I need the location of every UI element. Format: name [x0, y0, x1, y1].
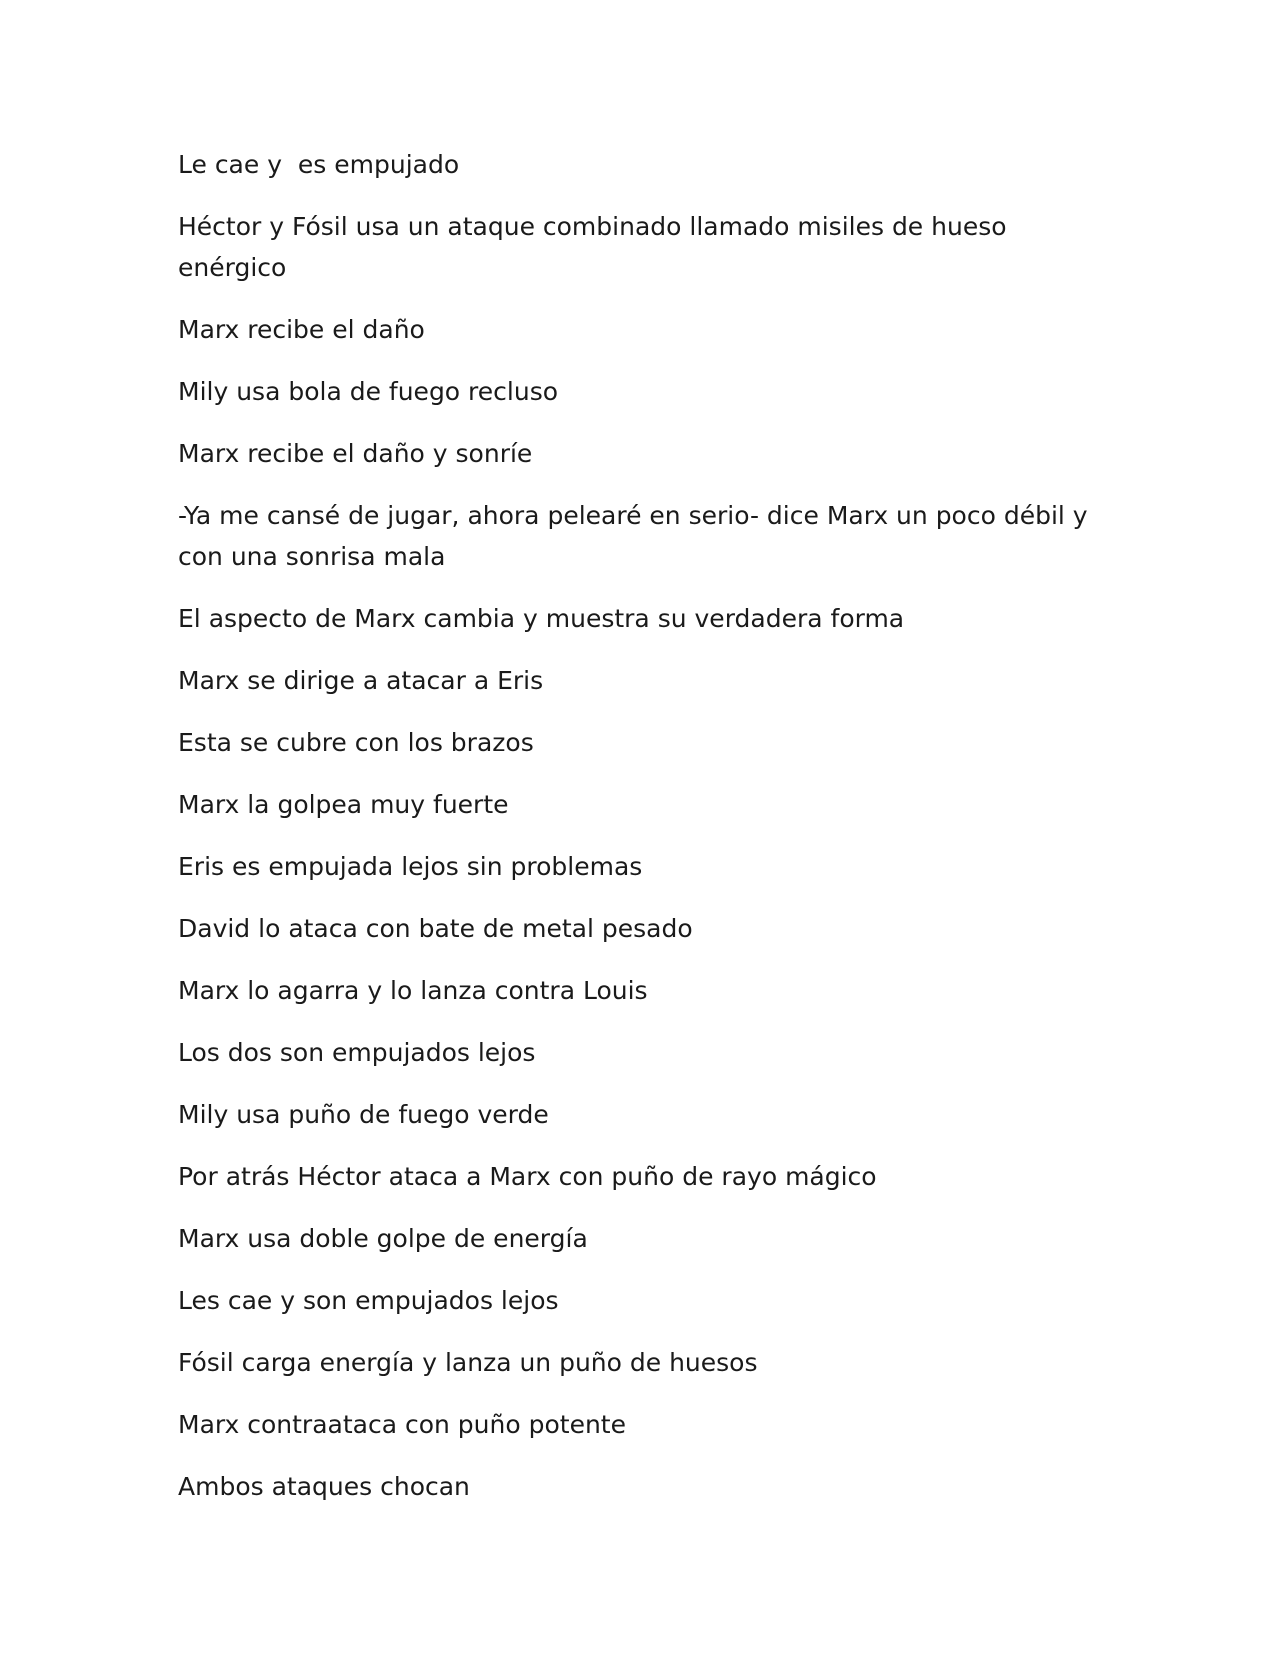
paragraph: Marx recibe el daño y sonríe	[178, 439, 533, 468]
paragraph: Le cae y es empujado	[178, 150, 460, 179]
paragraph: Esta se cubre con los brazos	[178, 728, 534, 757]
paragraph: -Ya me cansé de jugar, ahora pelearé en serio- dice Marx un poco débil y con una sonrisa mala	[178, 501, 1096, 571]
paragraph: Ambos ataques chocan	[178, 1472, 470, 1501]
paragraph: Héctor y Fósil usa un ataque combinado llamado misiles de hueso enérgico	[178, 212, 1015, 282]
paragraph: El aspecto de Marx cambia y muestra su verdadera forma	[178, 604, 905, 633]
paragraph: Marx la golpea muy fuerte	[178, 790, 509, 819]
paragraph: Marx lo agarra y lo lanza contra Louis	[178, 976, 648, 1005]
paragraph: Mily usa puño de fuego verde	[178, 1100, 549, 1129]
paragraph: Marx contraataca con puño potente	[178, 1410, 626, 1439]
paragraph: Marx se dirige a atacar a Eris	[178, 666, 544, 695]
paragraph: David lo ataca con bate de metal pesado	[178, 914, 693, 943]
paragraph: Los dos son empujados lejos	[178, 1038, 536, 1067]
paragraph: Por atrás Héctor ataca a Marx con puño de rayo mágico	[178, 1162, 877, 1191]
paragraph: Fósil carga energía y lanza un puño de huesos	[178, 1348, 758, 1377]
paragraph: Mily usa bola de fuego recluso	[178, 377, 559, 406]
paragraph: Marx usa doble golpe de energía	[178, 1224, 588, 1253]
document-body	[178, 144, 1108, 1528]
paragraph: Marx recibe el daño	[178, 315, 425, 344]
paragraph: Les cae y son empujados lejos	[178, 1286, 559, 1315]
paragraph: Eris es empujada lejos sin problemas	[178, 852, 643, 881]
